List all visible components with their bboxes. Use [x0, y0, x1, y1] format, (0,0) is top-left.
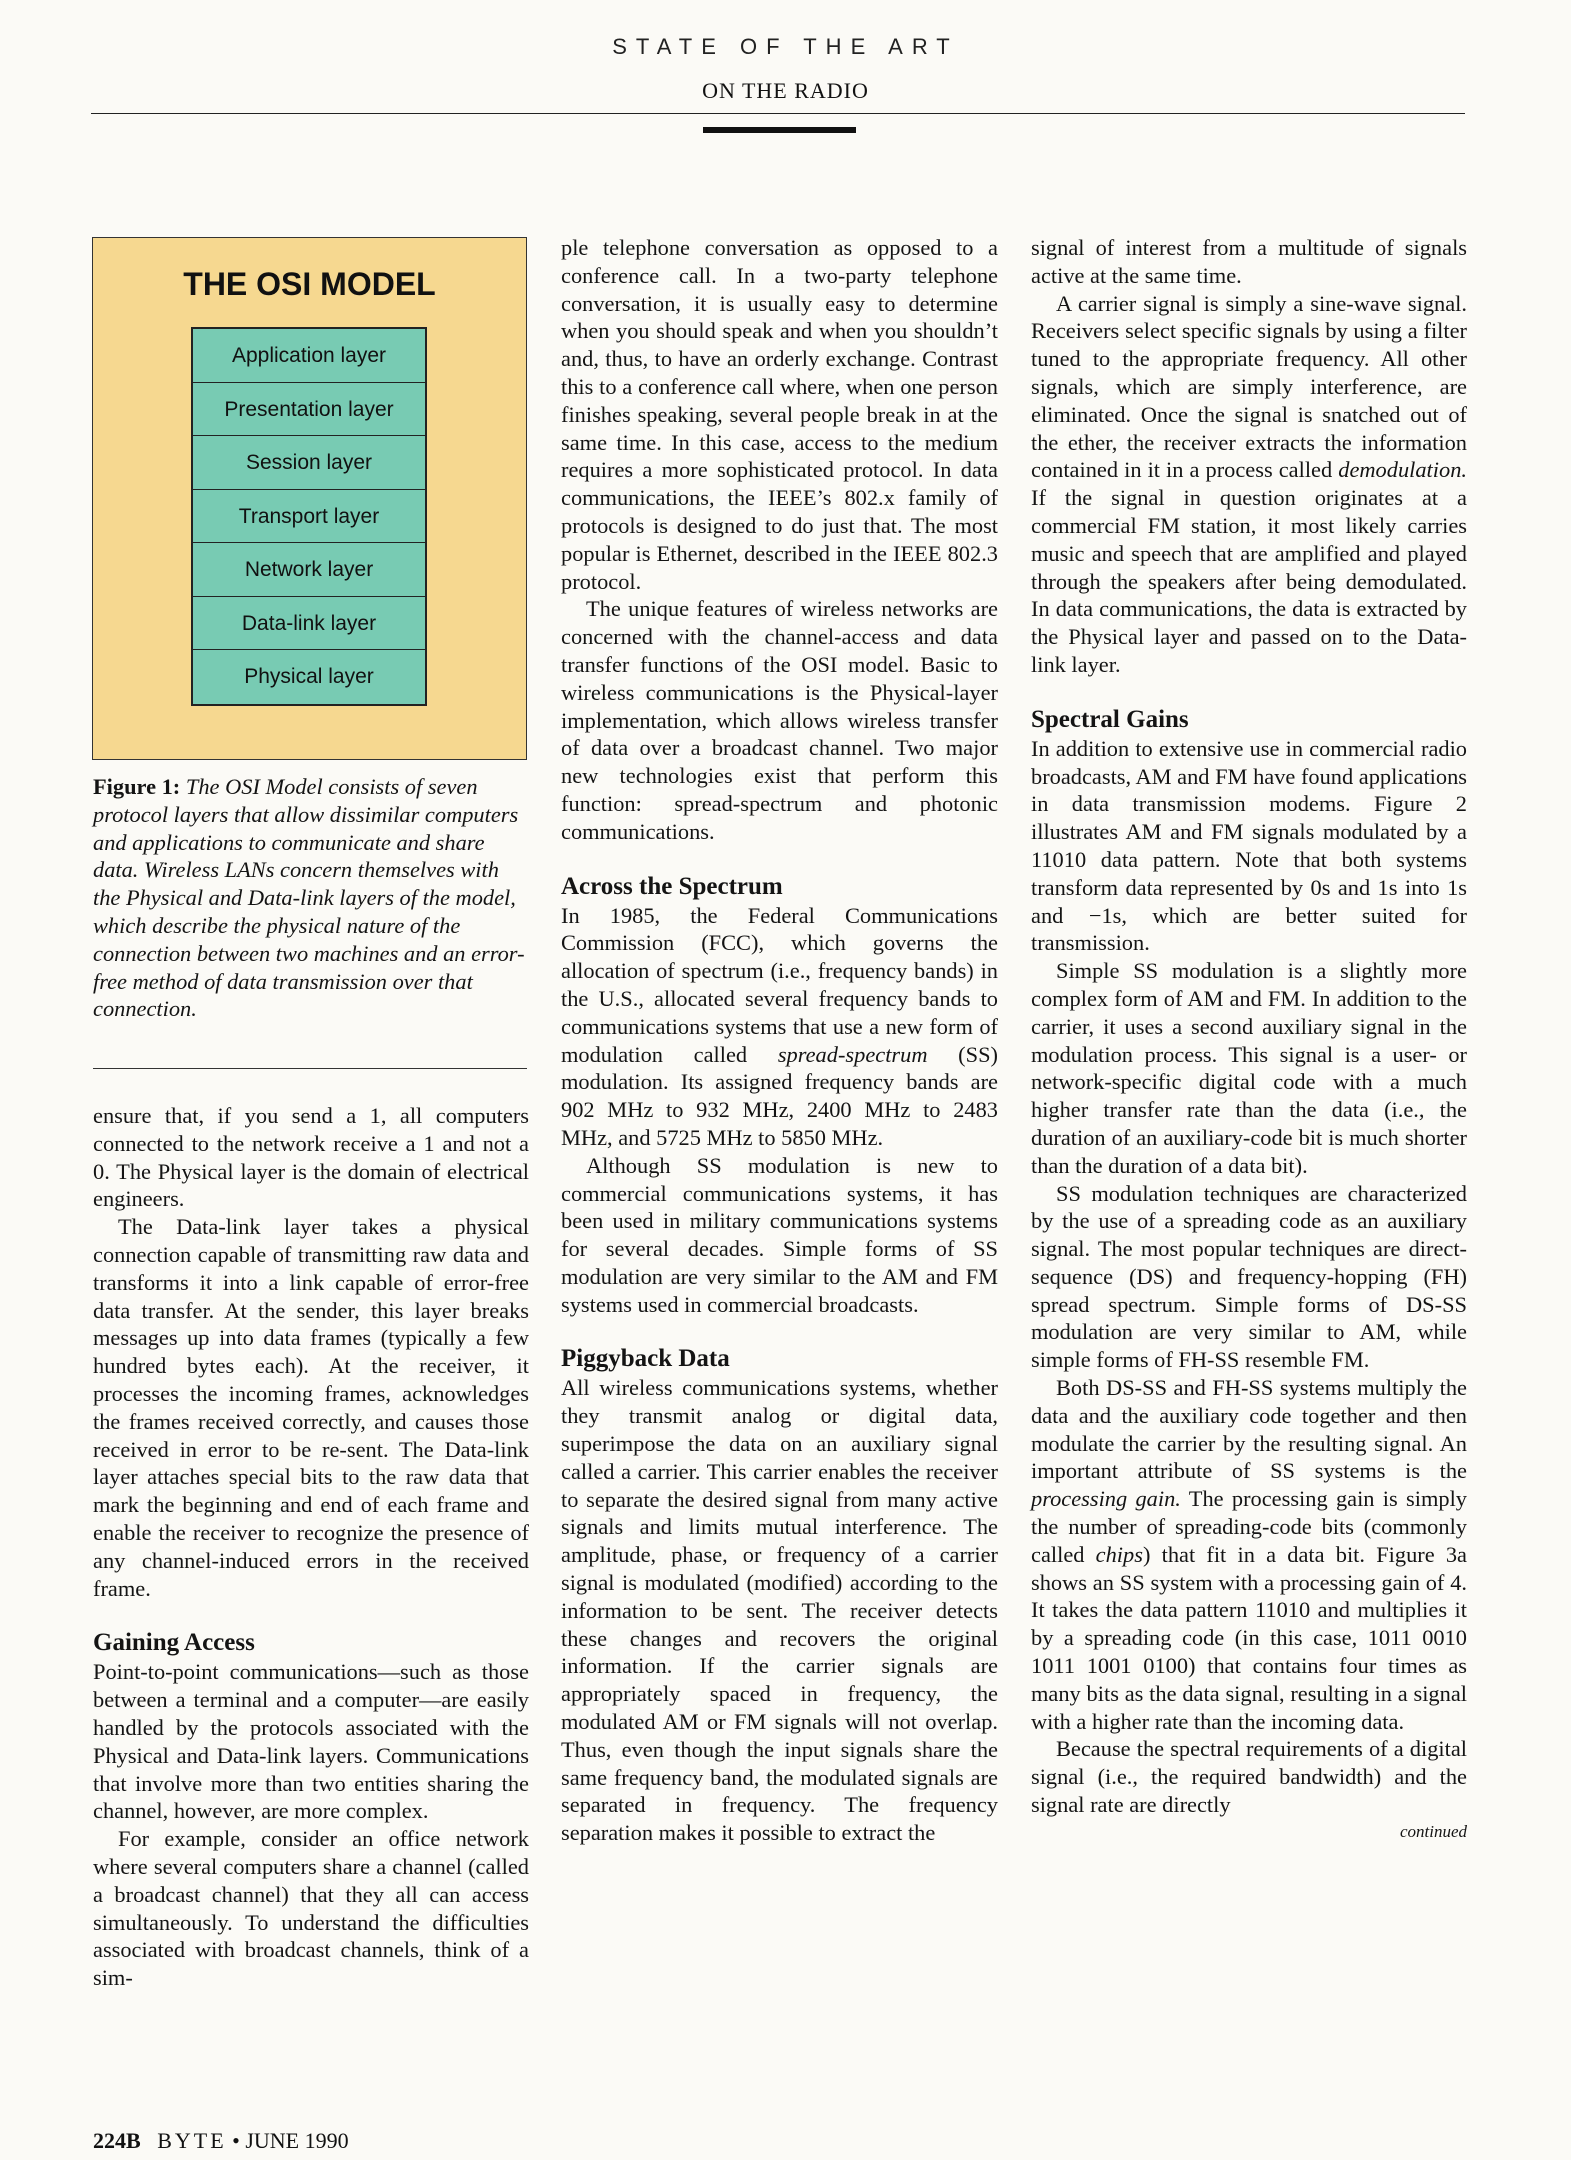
paragraph: All wireless communications systems, whether they transmit analog or digital data, superimpose the data on an auxiliary signal called a carrier. This carrier enables the receiver to separate the desired signal from many active signals and limits mutual interference. The amplitude, phase, or frequency of a carrier signal is modulated (modified) according to the information to be sent. The receiver detects these changes and recovers the original information. If the carrier signals are appropriately spaced in frequency, the modulated AM or FM signals will not overlap. Thus, even though the input signals share the same frequency band, the modulated signals are separated in frequency. The frequency separation makes it possible to extract the	[561, 1375, 998, 1846]
text-run: In 1985, the Federal Communications Commission (FCC), which governs the allocation of spectrum (i.e., frequency bands) in the U.S., allocated several frequency bands to communications systems that use a new form of modulation called	[561, 902, 998, 1067]
issue-date: JUNE 1990	[245, 2128, 349, 2153]
text-run: (SS) modulation. Its assigned frequency bands are 902 MHz to 932 MHz, 2400 MHz to 2483 MHz, and 5725 MHz to 5850 MHz.	[561, 1041, 999, 1150]
layer-application: Application layer	[193, 329, 425, 383]
layer-transport: Transport layer	[193, 490, 425, 544]
caption-label: Figure 1:	[93, 774, 181, 799]
subheading-piggyback-data: Piggyback Data	[561, 1345, 730, 1373]
paragraph: Point-to-point communications—such as those between a terminal and a computer—are easily handled by the protocols associated with the Physical and Data-link layers. Communications that involve more than two entities sharing the channel, however, are more complex.	[93, 1659, 529, 1824]
paragraph: Although SS modulation is new to commercial communications systems, it has been used in military communications systems for several decades. Simple forms of SS modulation are very similar to the AM and FM systems used in commercial broadcasts.	[561, 1152, 998, 1317]
layer-physical: Physical layer	[193, 650, 425, 704]
text-run: A carrier signal is simply a sine-wave signal. Receivers select specific signals by using a filter tuned to the appropriate frequency. All other signals, which are simply interference, are eliminated. Once the signal is snatched out of the ether, the receiver extracts the information contained in it in a process called	[1031, 290, 1467, 483]
paragraph: In addition to extensive use in commercial radio broadcasts, AM and FM have found applications in data transmission modems. Figure 2 illustrates AM and FM signals modulated by a 11010 data pattern. Note that both systems transform data represented by 0s and 1s into 1s and −1s, which are better suited for transmission.	[1031, 735, 1467, 956]
paragraph: ple telephone conversation as opposed to a conference call. In a two-party telephone conversation, it is usually easy to determine when you should speak and when you shouldn’t and, thus, to have an orderly exchange. Contrast this to a conference call where, when one person finishes speaking, several people break in at the same time. In this case, access to the medium requires a more sophisticated protocol. In data communications, the IEEE’s 802.x family of protocols is designed to do just that. The most popular is Ethernet, described in the IEEE 802.3 protocol.	[561, 235, 998, 594]
text-run: If the signal in question originates at a commercial FM station, it most likely carries music and speech that are amplified and played through the speakers after being demodulated. In data communications, the data is extracted by the Physical layer and passed on to the Data-link layer.	[1031, 485, 1467, 677]
paragraph: The Data-link layer takes a physical connection capable of transmitting raw data and transforms it into a link capable of error-free data transfer. At the sender, this layer breaks messages up into data frames (typically a few hundred bytes each). At the receiver, it processes the incoming frames, acknowledges the frames received correctly, and causes those received in error to be re-sent. The Data-link layer attaches special bits to the raw data that mark the beginning and end of each frame and enable the receiver to recognize the presence of any channel-induced errors in the received frame.	[93, 1214, 529, 1601]
column-1	[93, 1102, 529, 1992]
osi-layer-stack	[191, 327, 427, 706]
page-number: 224B	[93, 2128, 141, 2153]
page-footer: 224B BYTE • JUNE 1990	[93, 2128, 349, 2153]
emphasis: chips	[1095, 1541, 1143, 1567]
layer-data-link: Data-link layer	[193, 597, 425, 651]
paragraph	[1031, 1374, 1467, 1735]
layer-network: Network layer	[193, 543, 425, 597]
column-3	[1031, 234, 1467, 1843]
column-2	[561, 234, 998, 1847]
subheading-across-the-spectrum: Across the Spectrum	[561, 872, 783, 900]
paragraph: ensure that, if you send a 1, all computers connected to the network receive a 1 and not a 0. The Physical layer is the domain of electrical engineers.	[93, 1103, 529, 1212]
header-rule	[91, 113, 1465, 114]
section-kicker: STATE OF THE ART	[612, 34, 959, 59]
emphasis: spread-spectrum	[777, 1041, 928, 1067]
osi-figure	[92, 237, 527, 760]
figure-caption	[93, 773, 527, 1023]
emphasis: processing gain.	[1031, 1486, 1181, 1512]
paragraph	[1031, 290, 1467, 679]
section-title: ON THE RADIO	[702, 78, 869, 103]
figure-title: THE OSI MODEL	[183, 266, 436, 302]
paragraph: SS modulation techniques are characterized by the use of a spreading code as an auxiliary signal. The most popular techniques are direct-sequence (DS) and frequency-hopping (FH) spread spectrum. Simple forms of DS-SS modulation are very similar to AM, while simple forms of FH-SS resemble FM.	[1031, 1180, 1467, 1373]
paragraph: For example, consider an office network where several computers share a channel (called a broadcast channel) that they all can access simultaneously. To understand the difficulties associated with broadcast channels, think of a sim-	[93, 1826, 529, 1991]
emphasis: demodulation.	[1338, 457, 1467, 483]
text-run: Both DS-SS and FH-SS systems multiply the data and the auxiliary code together and then modulate the carrier by the resulting signal. An important attribute of SS systems is the	[1031, 1375, 1467, 1484]
text-run: The processing gain is simply the number of spreading-code bits (commonly called	[1031, 1486, 1467, 1567]
header-bar	[703, 127, 856, 133]
paragraph	[561, 902, 998, 1152]
paragraph: The unique features of wireless networks are concerned with the channel-access and data transfer functions of the OSI model. Basic to wireless communications is the Physical-layer implementation, which allows wireless transfer of data over a broadcast channel. Two major new technologies exist that perform this function: spread-spectrum and photonic communications.	[561, 596, 998, 844]
subheading-gaining-access: Gaining Access	[93, 1629, 255, 1657]
subheading-spectral-gains: Spectral Gains	[1031, 705, 1189, 733]
text-run: ) that fit in a data bit. Figure 3a shows an SS system with a processing gain of 4. It takes the data pattern 11010 and multiplies it by a spreading code (in this case, 1011 0010 1011 1001 0100) that contains four times as many bits as the data signal, resulting in a signal with a higher rate than the incoming data.	[1031, 1541, 1467, 1734]
continued-label: continued	[1399, 1821, 1467, 1841]
paragraph: Because the spectral requirements of a digital signal (i.e., the required bandwidth) and the signal rate are directly	[1031, 1736, 1467, 1818]
layer-session: Session layer	[193, 436, 425, 490]
paragraph: signal of interest from a multitude of signals active at the same time.	[1031, 235, 1467, 288]
caption-rule	[93, 1068, 527, 1069]
layer-presentation: Presentation layer	[193, 383, 425, 437]
caption-text: The OSI Model consists of seven protocol layers that allow dissimilar computers and applications to communicate and share data. Wireless LANs concern themselves with the Physical and Data-link layers of the model, which describe the physical nature of the connection between two machines and an error-free method of data transmission over that connection.	[93, 774, 525, 1022]
magazine-name: BYTE	[157, 2128, 227, 2153]
paragraph: Simple SS modulation is a slightly more complex form of AM and FM. In addition to the carrier, it uses a second auxiliary signal in the modulation process. This signal is a user- or network-specific digital code with a much higher transfer rate than the data (i.e., the duration of an auxiliary-code bit is much shorter than the duration of a data bit).	[1031, 958, 1467, 1178]
